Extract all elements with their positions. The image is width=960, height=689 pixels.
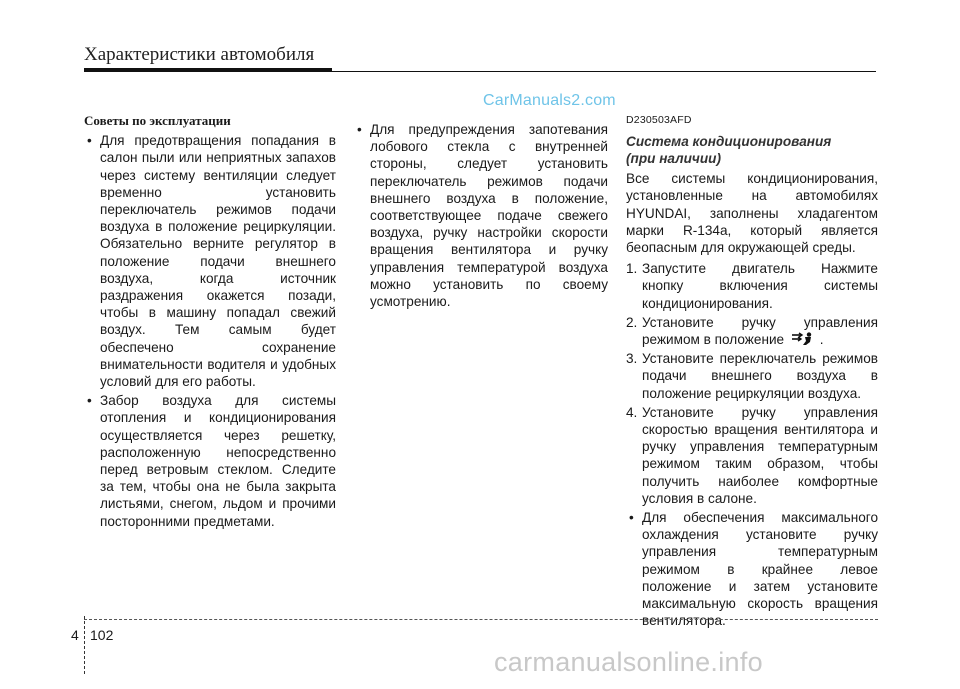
chapter-number: 4	[71, 627, 79, 643]
step-text: Установите ручку управления скоростью вращения вентилятора и ручку управления температурным режимом таким образом, чтобы получить наиболее комфортные условия в салоне.	[642, 404, 878, 506]
footer-divider-horizontal	[84, 619, 878, 620]
step-number: 1.	[626, 261, 638, 277]
heading-line-2: (при наличии)	[626, 151, 721, 167]
bullet-item	[84, 132, 336, 390]
step-number: 2.	[626, 314, 638, 330]
bullet-text: Забор воздуха для системы отопления и кондиционирования осуществляется через решетку, расположенную непосредственно перед ветровым стеклом. Следите за тем, чтобы она не была закрыта листьями, снегом, льдом и прочими посторонними предметами.	[100, 393, 336, 529]
face-vent-mode-icon	[788, 332, 816, 346]
watermark-bottom[interactable]: carmanualsonline.info	[494, 647, 763, 677]
column-2	[354, 121, 608, 312]
bullet-mark: •	[357, 122, 362, 137]
intro-paragraph: Все системы кондиционирования, установленные на автомобилях HYUNDAI, заполнены хладагентом марки R-134a, который является беопасным для окружающей среды.	[626, 171, 878, 256]
step-number: 4.	[626, 404, 638, 420]
bullet-item	[626, 509, 878, 629]
section-title: Советы по эксплуатации	[84, 113, 231, 128]
bullet-mark: •	[87, 133, 92, 149]
step-item	[626, 404, 878, 507]
bullet-mark: •	[87, 393, 92, 409]
step-text: Запустите двигатель Нажмите кнопку включения системы кондиционирования.	[642, 261, 878, 311]
step-text: Установите переключатель режимов подачи внешнего воздуха в положение рециркуляции воздуха.	[642, 351, 878, 401]
bullet-mark: •	[629, 510, 634, 526]
step-text: Установите ручку управления режимом в положение	[642, 314, 878, 348]
page-header-title: Характеристики автомобиля	[84, 44, 315, 65]
heading-line-1: Система кондиционирования	[626, 134, 832, 150]
header-rule-thin	[84, 71, 876, 72]
bullet-text: Для предупреждения запотевания лобового стекла с внутренней стороны, следует установить переключатель режимов подачи внешнего воздуха в положение, соответствующее подаче свежего воздуха, ручку настройки скорости вращения вентилятора и ручку управления температурой воздуха можно установить по своему усмотрению.	[370, 122, 608, 310]
bullet-text: Для обеспечения максимального охлаждения установите ручку управления температурным режимом в крайнее левое положение и затем установите максимальную скорость вращения вентилятора.	[642, 510, 878, 629]
step-item	[626, 260, 878, 312]
step-text-end: .	[819, 332, 824, 348]
bullet-item	[354, 121, 608, 310]
section-heading	[626, 133, 878, 167]
section-code: D230503AFD	[626, 114, 692, 126]
column-1	[84, 112, 336, 532]
step-item	[626, 314, 878, 348]
step-item	[626, 350, 878, 402]
column-3	[626, 112, 878, 631]
bullet-item	[84, 392, 336, 530]
watermark-top[interactable]: CarManuals2.com	[483, 92, 616, 109]
footer-divider-vertical	[84, 616, 85, 674]
page-number: 102	[90, 627, 114, 643]
bullet-text: Для предотвращения попадания в салон пыли или неприятных запахов через систему вентиляции следует временно установить переключатель режимов подачи воздуха в положение рециркуляции. Обязательно верните регулятор в положение подачи внешнего воздуха, когда источник раздражения окажется позади, чтобы в машину попадал свежий воздух. Тем самым будет обеспечено сохранение внимательности водителя и удобных условий для его работы.	[100, 133, 336, 390]
step-number: 3.	[626, 351, 638, 367]
